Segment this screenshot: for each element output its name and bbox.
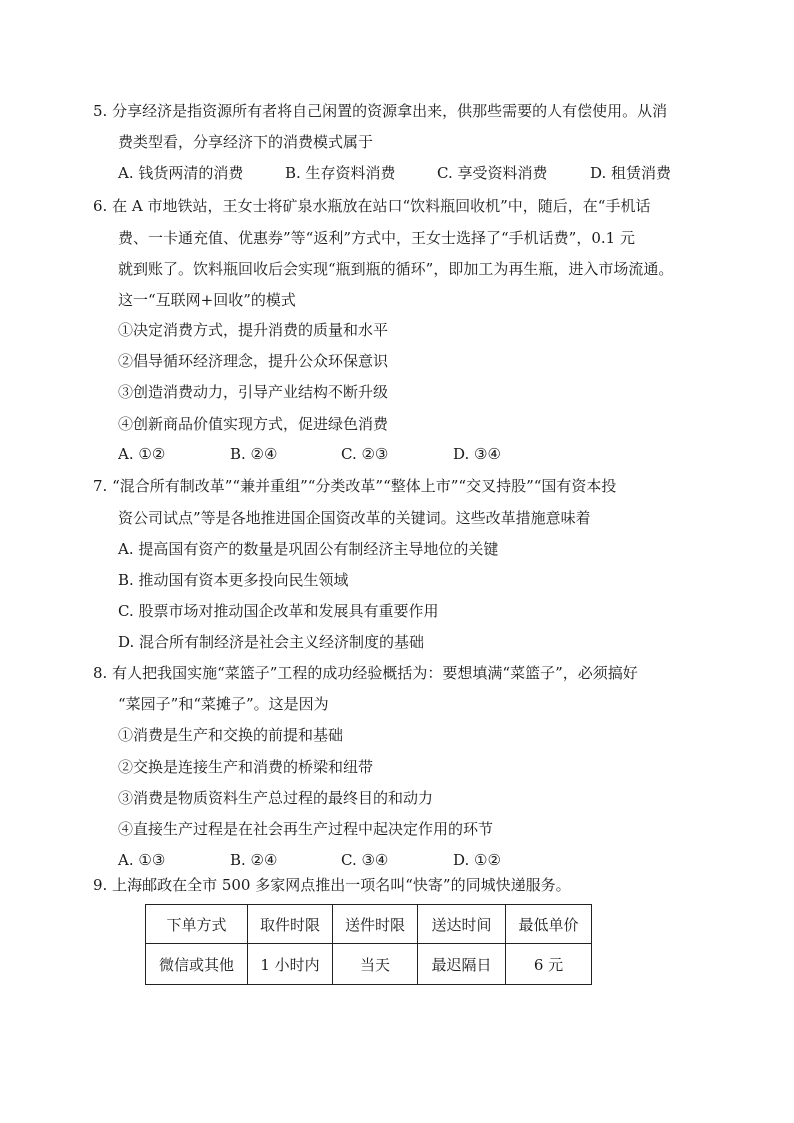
q8-option-d: D. ①② (453, 851, 501, 869)
q8-option-c: C. ③④ (341, 851, 389, 869)
q6-stem-line4: 这一“互联网+回收”的模式 (118, 291, 296, 309)
q5-stem-line2: 费类型看，分享经济下的消费模式属于 (118, 133, 374, 151)
q8-item-1: ①消费是生产和交换的前提和基础 (118, 726, 344, 744)
q6-option-d: D. ③④ (453, 445, 501, 463)
table-cell: 微信或其他 (146, 944, 248, 985)
q6-stem-line1: 6. 在 A 市地铁站，王女士将矿泉水瓶放在站口“饮料瓶回收机”中，随后，在“手机话 (93, 197, 651, 215)
table-cell: 6 元 (506, 944, 592, 985)
q6-option-b: B. ②④ (230, 445, 278, 463)
table-header-cell: 最低单价 (506, 905, 592, 944)
q9-stem-line1: 9. 上海邮政在全市 500 多家网点推出一项名叫“快寄”的同城快递服务。 (93, 876, 571, 894)
q6-option-c: C. ②③ (341, 445, 389, 463)
q5-stem-line1: 5. 分享经济是指资源所有者将自己闲置的资源拿出来，供那些需要的人有偿使用。从消 (93, 102, 668, 120)
q6-item-1: ①决定消费方式，提升消费的质量和水平 (118, 321, 389, 339)
table-header-cell: 送件时限 (333, 905, 418, 944)
q6-item-4: ④创新商品价值实现方式，促进绿色消费 (118, 415, 389, 433)
q8-stem-line2: “菜园子”和“菜摊子”。这是因为 (118, 695, 329, 713)
q8-item-4: ④直接生产过程是在社会再生产过程中起决定作用的环节 (118, 820, 494, 838)
q7-option-b: B. 推动国有资本更多投向民生领域 (118, 571, 349, 589)
table-cell: 1 小时内 (248, 944, 333, 985)
q8-option-a: A. ①③ (118, 851, 166, 869)
q6-stem-line3: 就到账了。饮料瓶回收后会实现“瓶到瓶的循环”，即加工为再生瓶，进入市场流通。 (118, 260, 674, 278)
q7-option-c: C. 股票市场对推动国企改革和发展具有重要作用 (118, 602, 439, 620)
q5-option-d: D. 租赁消费 (590, 164, 672, 182)
q6-item-2: ②倡导循环经济理念，提升公众环保意识 (118, 352, 389, 370)
table-header-row (146, 905, 592, 944)
q5-option-a: A. 钱货两清的消费 (118, 164, 244, 182)
express-service-table (145, 904, 592, 985)
q7-stem-line1: 7. “混合所有制改革”“兼并重组”“分类改革”“整体上市”“交叉持股”“国有资本投 (93, 477, 617, 495)
q6-stem-line2: 费、一卡通充值、优惠券”等“返利”方式中，王女士选择了“手机话费”，0.1 元 (118, 229, 635, 247)
q6-item-3: ③创造消费动力，引导产业结构不断升级 (118, 383, 389, 401)
q8-item-3: ③消费是物质资料生产总过程的最终目的和动力 (118, 789, 434, 807)
q8-stem-line1: 8. 有人把我国实施“菜篮子”工程的成功经验概括为：要想填满“菜篮子”，必须搞好 (93, 664, 638, 682)
table-row (146, 944, 592, 985)
q7-option-a: A. 提高国有资产的数量是巩固公有制经济主导地位的关键 (118, 540, 499, 558)
q8-option-b: B. ②④ (230, 851, 278, 869)
q7-option-d: D. 混合所有制经济是社会主义经济制度的基础 (118, 633, 425, 651)
table-cell: 最迟隔日 (418, 944, 506, 985)
q8-item-2: ②交换是连接生产和消费的桥梁和纽带 (118, 758, 374, 776)
table-cell: 当天 (333, 944, 418, 985)
q5-option-c: C. 享受资料消费 (437, 164, 548, 182)
q6-option-a: A. ①② (118, 445, 166, 463)
q7-stem-line2: 资公司试点”等是各地推进国企国资改革的关键词。这些改革措施意味着 (118, 509, 591, 527)
q5-option-b: B. 生存资料消费 (285, 164, 396, 182)
table-header-cell: 送达时间 (418, 905, 506, 944)
table-header-cell: 取件时限 (248, 905, 333, 944)
table-header-cell: 下单方式 (146, 905, 248, 944)
